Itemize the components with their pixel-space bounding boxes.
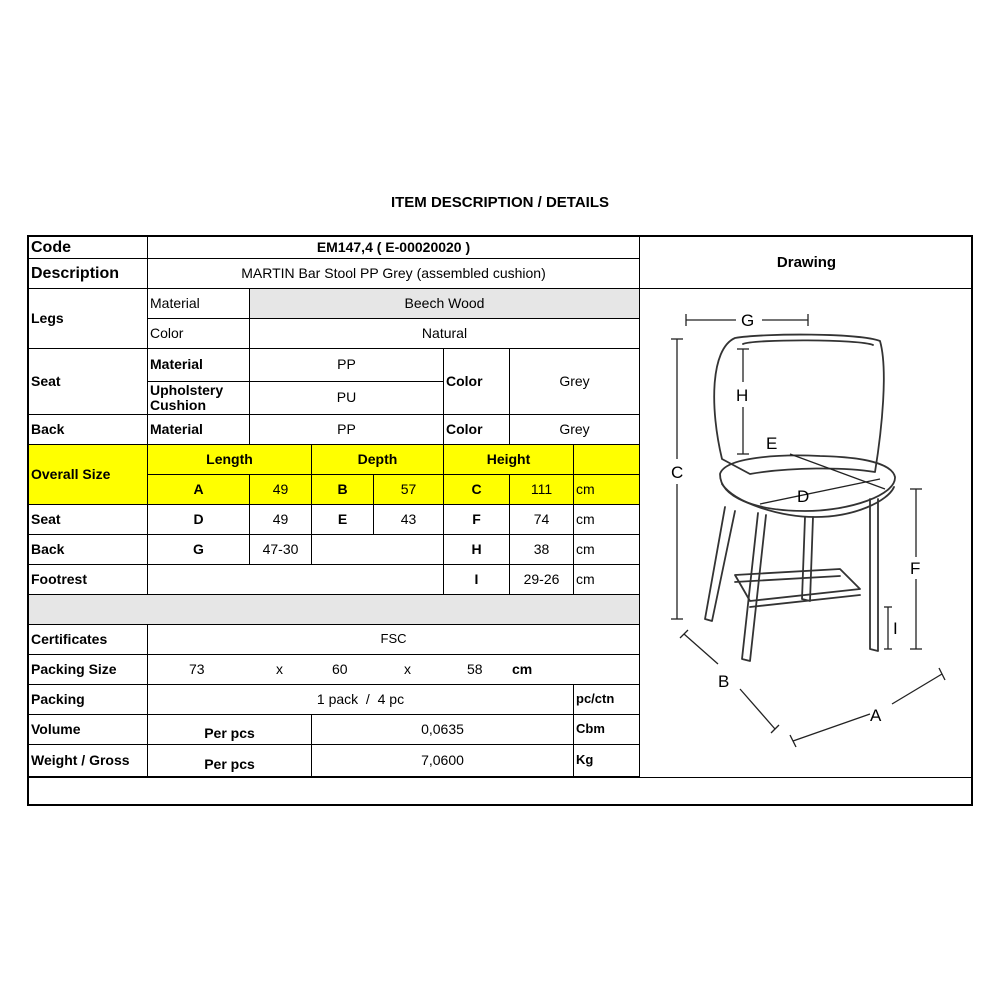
legs-material-label: Material (148, 289, 250, 319)
dim-letter-h: H (736, 386, 749, 405)
code-value: EM147,4 ( E-00020020 ) (148, 237, 640, 259)
page-title: ITEM DESCRIPTION / DETAILS (390, 194, 610, 211)
description-value: MARTIN Bar Stool PP Grey (assembled cushion) (148, 259, 640, 289)
back-material-value: PP (250, 415, 444, 445)
weight-value: 7,0600 (312, 745, 574, 777)
legs-material-value: Beech Wood (250, 289, 640, 319)
seat-size-label: Seat (29, 505, 148, 535)
seat-upholstery-label: Upholstery Cushion (148, 382, 250, 415)
dim-h-value: 38 (510, 535, 574, 565)
length-header: Length (148, 445, 312, 475)
back-size-unit: cm (574, 535, 640, 565)
overall-unit: cm (574, 475, 640, 505)
packing-x2: x (404, 660, 411, 677)
back-label: Back (29, 415, 148, 445)
packing-unit: cm (512, 660, 533, 677)
dim-b-label: B (312, 475, 374, 505)
footrest-empty (148, 565, 444, 595)
packing-size-label: Packing Size (29, 655, 148, 685)
dim-letter-e: E (766, 434, 778, 453)
packing-height: 58 (467, 660, 483, 677)
packing-x1: x (276, 660, 283, 677)
drawing-header: Drawing (640, 237, 973, 289)
seat-color-label: Color (444, 349, 510, 415)
dim-letter-c: C (671, 463, 684, 482)
bottom-strip (29, 777, 973, 806)
seat-material-label: Material (148, 349, 250, 382)
volume-label: Volume (29, 715, 148, 745)
dim-letter-b: B (718, 672, 730, 691)
packing-unit: pc/ctn (574, 685, 640, 715)
dim-letter-g: G (741, 311, 755, 330)
weight-label: Weight / Gross (29, 745, 148, 777)
dim-a-value: 49 (250, 475, 312, 505)
dim-d-value: 49 (250, 505, 312, 535)
packing-label: Packing (29, 685, 148, 715)
back-material-label: Material (148, 415, 250, 445)
back-color-label: Color (444, 415, 510, 445)
dim-c-label: C (444, 475, 510, 505)
certificates-label: Certificates (29, 625, 148, 655)
back-size-empty (312, 535, 444, 565)
stool-leg-back-right (802, 517, 813, 601)
dim-i-label: I (444, 565, 510, 595)
volume-unit: Cbm (574, 715, 640, 745)
footrest-unit: cm (574, 565, 640, 595)
dim-e-label: E (312, 505, 374, 535)
legs-color-value: Natural (250, 319, 640, 349)
dim-letter-i: I (893, 619, 898, 638)
spec-sheet (27, 235, 973, 806)
dim-g-value: 47-30 (250, 535, 312, 565)
legs-label: Legs (29, 289, 148, 349)
dim-e-value: 43 (374, 505, 444, 535)
dim-g-label: G (148, 535, 250, 565)
overall-size-label: Overall Size (29, 445, 148, 505)
seat-color-value: Grey (510, 349, 640, 415)
description-label: Description (29, 259, 148, 289)
seat-material-value: PP (250, 349, 444, 382)
back-size-label: Back (29, 535, 148, 565)
weight-unit: Kg (574, 745, 640, 777)
back-color-value: Grey (510, 415, 640, 445)
packing-width: 60 (332, 660, 348, 677)
stool-leg-front-left (705, 507, 735, 621)
bar-stool-drawing (640, 289, 973, 777)
legs-color-label: Color (148, 319, 250, 349)
weight-per: Per pcs (148, 745, 312, 777)
height-header-pad (574, 445, 640, 475)
code-label: Code (29, 237, 148, 259)
packing-length: 73 (189, 660, 205, 677)
height-header: Height (444, 445, 574, 475)
packing-size-values (148, 655, 640, 685)
dim-b-value: 57 (374, 475, 444, 505)
seat-label: Seat (29, 349, 148, 415)
packing-value: 1 pack / 4 pc (148, 685, 574, 715)
dim-d-label: D (148, 505, 250, 535)
dim-a-label: A (148, 475, 250, 505)
seat-size-unit: cm (574, 505, 640, 535)
spacer-row (29, 595, 640, 625)
dim-i-value: 29-26 (510, 565, 574, 595)
depth-header: Depth (312, 445, 444, 475)
dim-f-label: F (444, 505, 510, 535)
dim-h-label: H (444, 535, 510, 565)
dim-c-value: 111 (510, 475, 574, 505)
volume-value: 0,0635 (312, 715, 574, 745)
certificates-value: FSC (148, 625, 640, 655)
footrest-label: Footrest (29, 565, 148, 595)
drawing-panel (640, 289, 973, 777)
stool-leg-front-right (870, 499, 878, 651)
dim-letter-a: A (870, 706, 882, 725)
seat-upholstery-value: PU (250, 382, 444, 415)
volume-per: Per pcs (148, 715, 312, 745)
dim-letter-f: F (910, 559, 921, 578)
dim-letter-d: D (797, 487, 810, 506)
stool-leg-back-left (742, 513, 766, 661)
dim-f-value: 74 (510, 505, 574, 535)
